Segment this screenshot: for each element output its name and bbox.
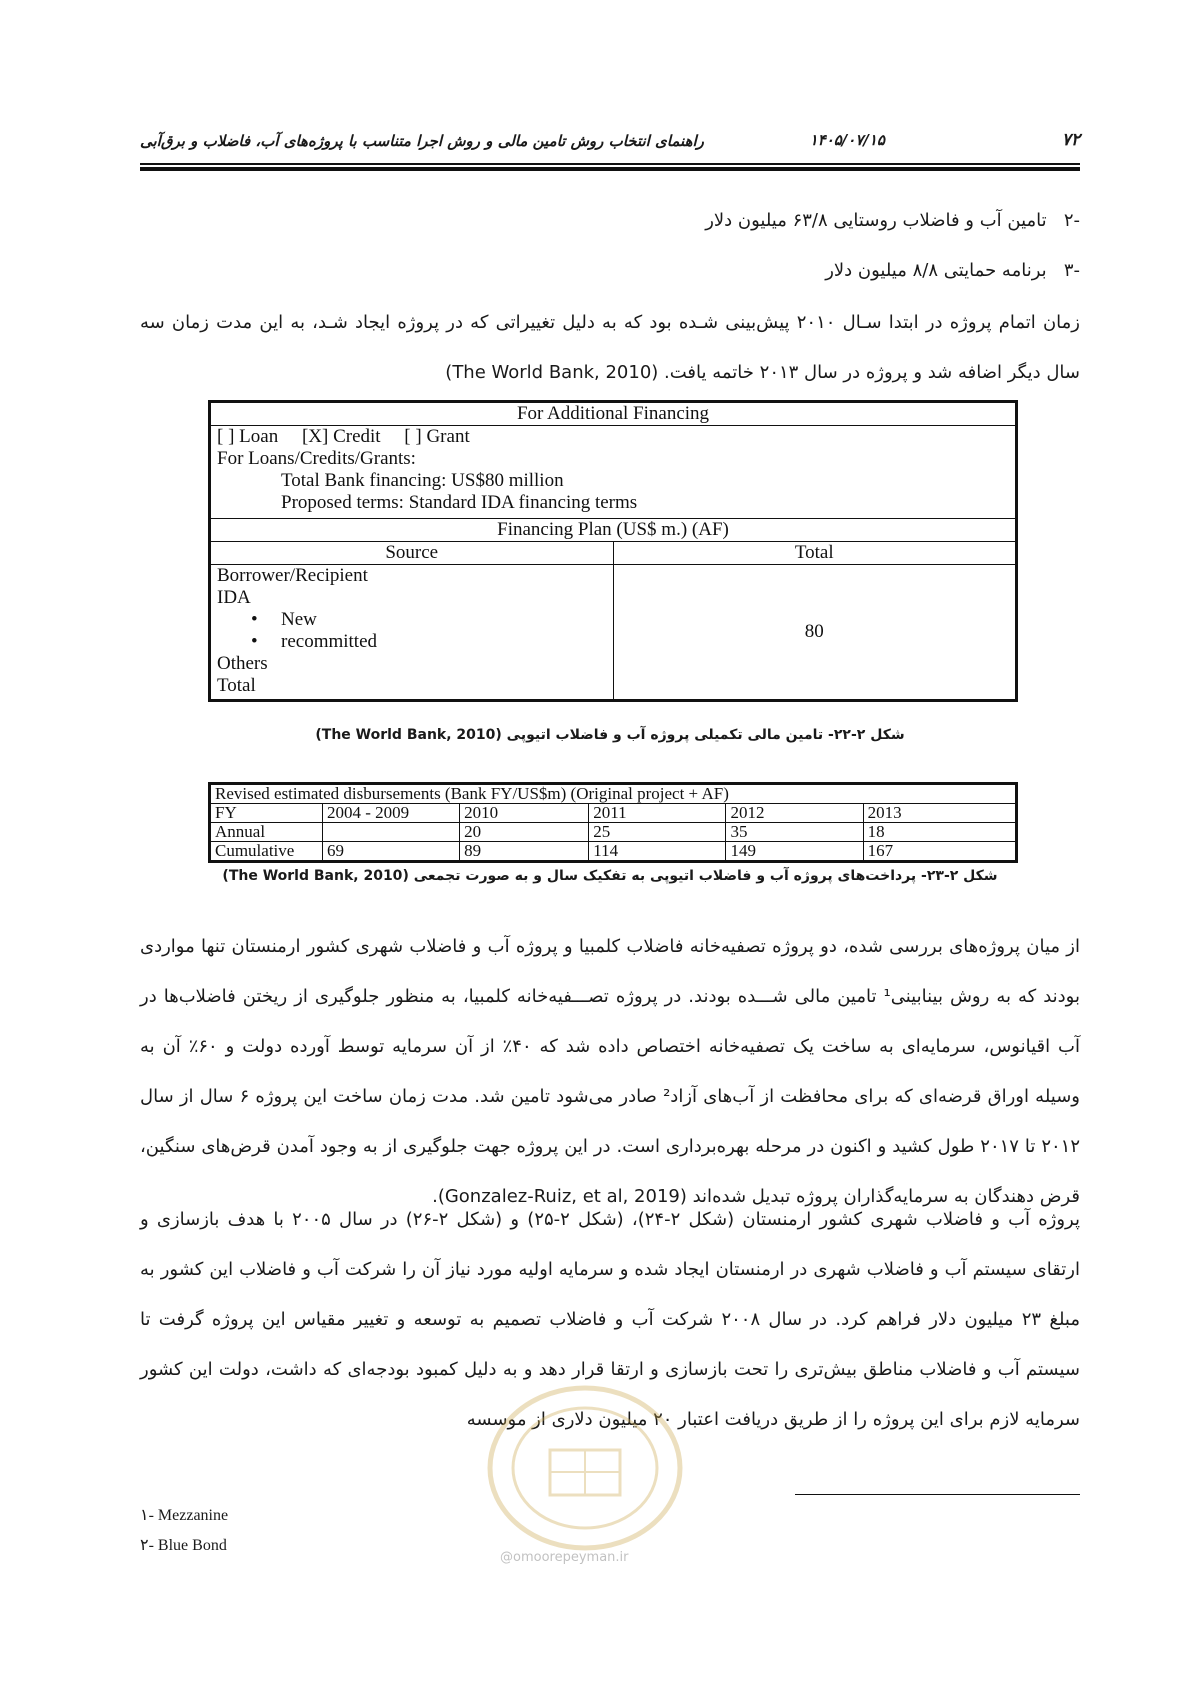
table-cell: 20: [460, 823, 589, 842]
table-cell: 2013: [863, 804, 1016, 823]
proposed-terms: Proposed terms: Standard IDA financing terms: [281, 492, 638, 513]
list-marker: -۳: [1063, 260, 1080, 281]
financing-terms-cell: [210, 426, 1017, 519]
bullet-icon: •: [251, 609, 258, 630]
header-rule-thin: [140, 163, 1080, 165]
row-new-label: New: [281, 609, 317, 630]
row-recommitted-label: recommitted: [281, 631, 378, 652]
table-cell: 2010: [460, 804, 589, 823]
table-row: [210, 842, 1017, 862]
table-cell: 18: [863, 823, 1016, 842]
disbursement-table: [208, 782, 1018, 863]
table-cell: 2004 - 2009: [322, 804, 459, 823]
table-cell: 89: [460, 842, 589, 862]
list-item: [705, 210, 1080, 231]
footnote-rule: [795, 1494, 1080, 1495]
table-cell: 35: [726, 823, 863, 842]
list-marker: -۲: [1063, 210, 1080, 231]
list-text: برنامه حمایتی ۸/۸ میلیون دلار: [825, 260, 1047, 281]
seal-icon: [470, 1380, 700, 1555]
row-borrower: Borrower/Recipient: [217, 565, 368, 586]
instrument-options: [ ] Loan [X] Credit [ ] Grant: [217, 426, 470, 447]
total-financing: Total Bank financing: US$80 million: [281, 470, 564, 491]
table-cell: 114: [589, 842, 726, 862]
bullet-icon: •: [251, 631, 258, 652]
table-heading: Revised estimated disbursements (Bank FY/US$m) (Original project + AF): [210, 784, 1017, 804]
col-source: Source: [210, 542, 614, 565]
table-cell: Annual: [210, 823, 323, 842]
table-cell: 167: [863, 842, 1016, 862]
row-others: Others: [217, 653, 268, 674]
table-cell: 149: [726, 842, 863, 862]
list-text: تامین آب و فاضلاب روستایی ۶۳/۸ میلیون دلار: [705, 210, 1047, 231]
table-row: [210, 804, 1017, 823]
table-cell: Cumulative: [210, 842, 323, 862]
source-list: [210, 565, 614, 701]
table-row: [210, 823, 1017, 842]
for-line: For Loans/Credits/Grants:: [217, 448, 416, 469]
header-date: ۱۴۰۵/۰۷/۱۵: [809, 131, 885, 149]
table-heading: For Additional Financing: [210, 402, 1017, 426]
plan-heading: Financing Plan (US$ m.) (AF): [210, 519, 1017, 542]
financing-table: [208, 400, 1018, 702]
paragraph-armenia: پروژه آب و فاضلاب شهری کشور ارمنستان (شکل ۲-۲۴)، (شکل ۲-۲۵) و (شکل ۲-۲۶) در سال ۲۰۰۵ با هدف بازسازی و ارتقای سیستم آب و فاضلاب شهری در ارمنستان ایجاد شده و سرمایه اولیه مورد نیاز آن را شرکت آب و فاضلاب این کشور به مبلغ ۲۳ میلیون دلار فراهم کرد. در سال ۲۰۰۸ شرکت آب و فاضلاب تصمیم به توسعه و تغییر مقیاس این پروژه گرفت تا سیستم آب و فاضلاب مناطق بیش‌تری را تحت بازسازی و ارتقا قرار دهد و به دلیل کمبود بودجه‌ای که داشت، دولت این کشور سرمایه لازم برای این پروژه را از طریق دریافت اعتبار ۲۰ میلیون دلاری از موسسه: [140, 1209, 1080, 1430]
table-cell: 69: [322, 842, 459, 862]
figure-caption: شکل ۲-۲۳- پرداخت‌های پروژه آب و فاضلاب اتیوپی به تفکیک سال و به صورت تجمعی (The World Bank, 2010): [222, 868, 998, 884]
page-number: ۷۲: [1061, 130, 1080, 150]
table-cell: 25: [589, 823, 726, 842]
paragraph-mezzanine: از میان پروژه‌های بررسی شده، دو پروژه تصفیه‌خانه فاضلاب کلمبیا و پروژه آب و فاضلاب شهری کشور ارمنستان تنها مواردی بودند که به روش بینابینی¹ تامین مالی شـــده بودند. در پروژه تصـــفیه‌خانه کلمبیا، به منظور جلوگیری از ریختن فاضلاب‌ها در آب اقیانوس، سرمایه‌ای به ساخت یک تصفیه‌خانه اختصاص داده شد که ۴۰٪ از آن سرمایه توسط آورده دولت و ۶۰٪ آن به وسیله اوراق قرضه‌ای که برای محافظت از آب‌های آزاد² صادر می‌شود تامین شد. مدت زمان ساخت این پروژه ۶ سال از سال ۲۰۱۲ تا ۲۰۱۷ طول کشید و اکنون در مرحله بهره‌برداری است. در این پروژه جهت جلوگیری از به وجود آمدن قرض‌های سنگین، قرض دهندگان به سرمایه‌گذاران پروژه تبدیل شده‌اند (Gonzalez-Ruiz, et al, 2019).: [140, 936, 1081, 1207]
table-cell: FY: [210, 804, 323, 823]
footnote: ۱- Mezzanine: [140, 1507, 229, 1524]
header-rule-thick: [140, 167, 1080, 171]
footnote: ۲- Blue Bond: [140, 1537, 227, 1554]
table-cell: 2011: [589, 804, 726, 823]
row-recommitted: [217, 631, 607, 653]
header-title: راهنمای انتخاب روش تامین مالی و روش اجرا متناسب با پروژه‌های آب، فاضلاب و برق‌آبی: [140, 132, 704, 150]
paragraph-completion: زمان اتمام پروژه در ابتدا سـال ۲۰۱۰ پیش‌بینی شـده بود که به دلیل تغییراتی که در پروژه ایجاد شـد، به این مدت زمان سه سال دیگر اضافه شد و پروژه در سال ۲۰۱۳ خاتمه یافت. (The World Bank, 2010): [140, 312, 1080, 383]
table-cell: 2012: [726, 804, 863, 823]
row-ida: IDA: [217, 587, 251, 608]
table-cell: [322, 823, 459, 842]
col-total: Total: [613, 542, 1017, 565]
watermark-text: @omoorepeyman.ir: [500, 1550, 629, 1565]
row-new: [217, 609, 607, 631]
list-item: [825, 260, 1080, 281]
total-value: 80: [613, 565, 1017, 701]
row-total: Total: [217, 675, 256, 696]
figure-caption: شکل ۲-۲۲- تامین مالی تکمیلی پروژه آب و فاضلاب اتیوپی (The World Bank, 2010): [315, 727, 905, 743]
